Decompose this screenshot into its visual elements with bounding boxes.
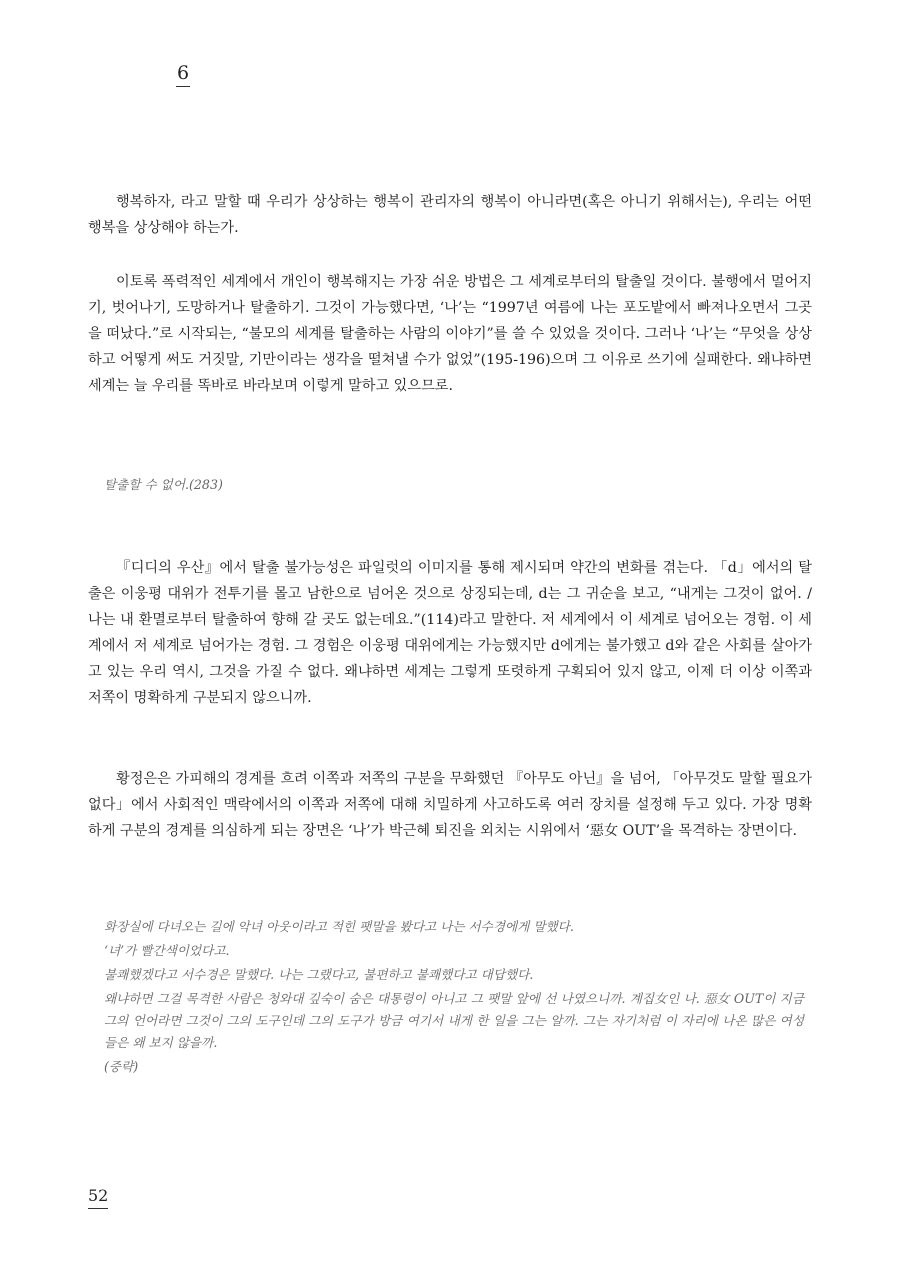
page-number: 52 [88,1186,108,1209]
quote-line-5: (중략) [104,1059,139,1074]
paragraph-4: 황정은은 가피해의 경계를 흐려 이쪽과 저쪽의 구분을 무화했던 『아무도 아닌』을 넘어, 「아무것도 말할 필요가 없다」에서 사회적인 맥락에서의 이쪽과 저쪽에 대해 치밀하게 사고하도록 여러 장치를 설정해 두고 있다. 가장 명확하게 구분의 경계를 의심하게 되는 장면은 ‘나’가 박근혜 퇴진을 외치는 시위에서 ‘惡女 OUT’을 목격하는 장면이다. [88,771,812,839]
quote-line-2: ‘녀’가 빨간색이었다고. [104,943,230,958]
quote-line-1: 화장실에 다녀오는 길에 악녀 아웃이라고 적힌 팻말을 봤다고 나는 서수경에게 말했다. [104,919,574,934]
paragraph-1: 행복하자, 라고 말할 때 우리가 상상하는 행복이 관리자의 행복이 아니라면(혹은 아니기 위해서는), 우리는 어떤 행복을 상상해야 하는가. [88,194,812,236]
chapter-number: 6 [176,62,190,87]
block-quote-2 [104,916,804,1080]
block-quote-1: 탈출할 수 없어.(283) [104,477,223,492]
paragraph-3: 『디디의 우산』에서 탈출 불가능성은 파일럿의 이미지를 통해 제시되며 약간의 변화를 겪는다. 「d」에서의 탈출은 이웅평 대위가 전투기를 몰고 남한으로 넘어온 것으로 상징되는데, d는 그 귀순을 보고, “내게는 그것이 없어. / 나는 내 환멸로부터 탈출하여 향해 갈 곳도 없는데요.”(114)라고 말한다. 저 세계에서 이 세계로 넘어오는 경험. 이 세계에서 저 세계로 넘어가는 경험. 그 경험은 이웅평 대위에게는 가능했지만 d에게는 불가했고 d와 같은 사회를 살아가고 있는 우리 역시, 그것을 가질 수 없다. 왜냐하면 세계는 그렇게 또렷하게 구획되어 있지 않고, 이제 더 이상 이쪽과 저쪽이 명확하게 구분되지 않으니까. [88,560,812,706]
quote-line-4: 왜냐하면 그걸 목격한 사람은 청와대 깊숙이 숨은 대통령이 아니고 그 팻말 앞에 선 나였으니까. 계집女인 나. 惡女 OUT이 지금 그의 언어라면 그것이 그의 도구인데 그의 도구가 방금 여기서 내게 한 일을 그는 알까. 그는 자기처럼 이 자리에 나온 많은 여성들은 왜 보지 않을까. [104,991,804,1050]
paragraph-2: 이토록 폭력적인 세계에서 개인이 행복해지는 가장 쉬운 방법은 그 세계로부터의 탈출일 것이다. 불행에서 멀어지기, 벗어나기, 도망하거나 탈출하기. 그것이 가능했다면, ‘나’는 “1997년 여름에 나는 포도밭에서 빠져나오면서 그곳을 떠났다.”로 시작되는, “불모의 세계를 탈출하는 사람의 이야기”를 쓸 수 있었을 것이다. 그러나 ‘나’는 “무엇을 상상하고 어떻게 써도 거짓말, 기만이라는 생각을 떨쳐낼 수가 없었”(195-196)으며 그 이유로 쓰기에 실패한다. 왜냐하면 세계는 늘 우리를 똑바로 바라보며 이렇게 말하고 있으므로. [88,274,812,394]
quote-line-3: 불쾌했겠다고 서수경은 말했다. 나는 그랬다고, 불편하고 불쾌했다고 대답했다. [104,967,534,982]
